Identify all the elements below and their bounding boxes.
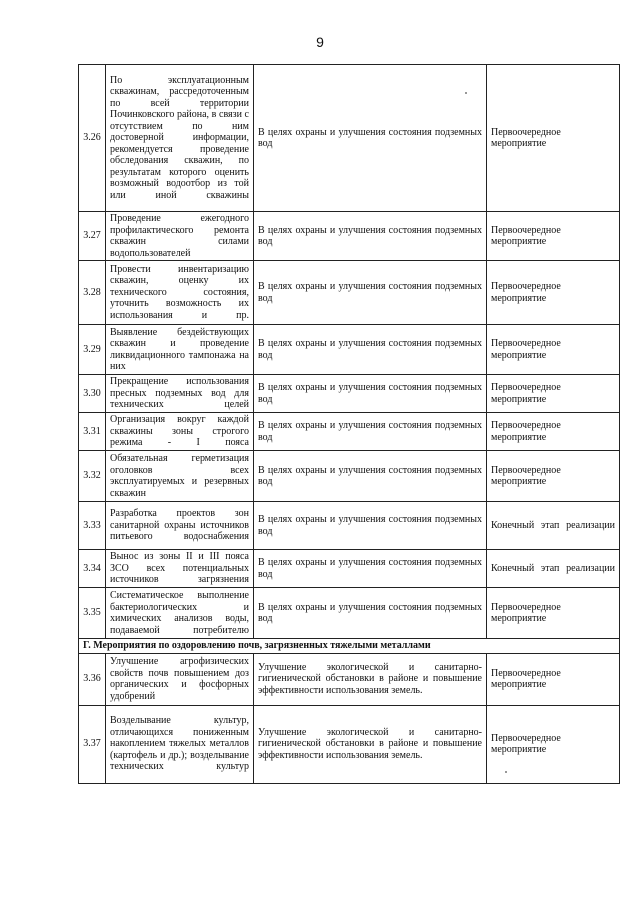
page-number: 9 — [316, 34, 324, 50]
purpose-cell: В целях охраны и улучшения состояния подземных вод — [254, 502, 487, 550]
row-number: 3.32 — [79, 451, 106, 502]
activity-cell: Улучшение агрофизических свойств почв повышением доз органических и фосфорных удобрений — [106, 653, 254, 705]
purpose-cell: В целях охраны и улучшения состояния подземных вод — [254, 212, 487, 261]
row-number: 3.34 — [79, 550, 106, 588]
purpose-cell: Улучшение экологической и санитарно-гигиенической обстановки в районе и повышение эффективности использования земель. — [254, 705, 487, 783]
status-cell: Первоочередное мероприятие — [487, 705, 620, 783]
status-cell: Первоочередное мероприятие — [487, 588, 620, 639]
row-number: 3.35 — [79, 588, 106, 639]
status-cell: Первоочередное мероприятие — [487, 375, 620, 413]
activity-cell: Организация вокруг каждой скважины зоны строгого режима - I пояса — [106, 413, 254, 451]
activity-cell: По эксплуатационным скважинам, рассредоточенным по всей территории Починковского района, в связи с отсутствием по ним достоверной информации, рекомендуется проведение обследования скважин, по результатам которого оценить возможный водоотбор из той или иной скважины — [106, 65, 254, 212]
status-cell: Первоочередное мероприятие — [487, 325, 620, 375]
activity-cell: Выявление бездействующих скважин и проведение ликвидационного тампонажа на них — [106, 325, 254, 375]
activity-cell: Вынос из зоны II и III пояса ЗСО всех потенциальных источников загрязнения — [106, 550, 254, 588]
table-row — [79, 705, 620, 783]
row-number: 3.36 — [79, 653, 106, 705]
activity-cell: Прекращение использования пресных подземных вод для технических целей — [106, 375, 254, 413]
row-number: 3.28 — [79, 261, 106, 325]
status-cell: Первоочередное мероприятие — [487, 212, 620, 261]
table-row — [79, 588, 620, 639]
row-number: 3.26 — [79, 65, 106, 212]
status-cell: Первоочередное мероприятие — [487, 65, 620, 212]
status-cell: Первоочередное мероприятие — [487, 451, 620, 502]
purpose-cell: В целях охраны и улучшения состояния подземных вод — [254, 451, 487, 502]
purpose-cell: В целях охраны и улучшения состояния подземных вод — [254, 550, 487, 588]
activity-cell: Проведение ежегодного профилактического ремонта скважин силами водопользователей — [106, 212, 254, 261]
status-cell: Первоочередное мероприятие — [487, 413, 620, 451]
section-heading: Г. Мероприятия по оздоровлению почв, загрязненных тяжелыми металлами — [79, 639, 620, 654]
purpose-cell: В целях охраны и улучшения состояния подземных вод — [254, 413, 487, 451]
row-number: 3.33 — [79, 502, 106, 550]
table-row — [79, 65, 620, 212]
activity-cell: Возделывание культур, отличающихся пониженным накоплением тяжелых металлов (картофель и др.); возделывание технических культур — [106, 705, 254, 783]
purpose-cell: В целях охраны и улучшения состояния подземных вод — [254, 375, 487, 413]
table-row — [79, 451, 620, 502]
activity-cell: Провести инвентаризацию скважин, оценку их технического состояния, уточнить возможность их использования и пр. — [106, 261, 254, 325]
row-number: 3.31 — [79, 413, 106, 451]
row-number: 3.29 — [79, 325, 106, 375]
activity-cell: Обязательная герметизация оголовков всех эксплуатируемых и резервных скважин — [106, 451, 254, 502]
table-row — [79, 325, 620, 375]
purpose-cell: В целях охраны и улучшения состояния подземных вод — [254, 588, 487, 639]
table-row — [79, 375, 620, 413]
purpose-cell: В целях охраны и улучшения состояния подземных вод — [254, 65, 487, 212]
table-row — [79, 653, 620, 705]
measures-table — [78, 64, 620, 784]
scan-speck — [505, 771, 507, 773]
section-row — [79, 639, 620, 654]
table-row — [79, 413, 620, 451]
purpose-cell: В целях охраны и улучшения состояния подземных вод — [254, 325, 487, 375]
status-cell: Конечный этап реализации — [487, 502, 620, 550]
table-row — [79, 261, 620, 325]
scan-speck — [465, 92, 467, 94]
row-number: 3.30 — [79, 375, 106, 413]
activity-cell: Систематическое выполнение бактериологических и химических анализов воды, подаваемой потребителю — [106, 588, 254, 639]
status-cell: Первоочередное мероприятие — [487, 261, 620, 325]
row-number: 3.27 — [79, 212, 106, 261]
purpose-cell: Улучшение экологической и санитарно-гигиенической обстановки в районе и повышение эффективности использования земель. — [254, 653, 487, 705]
row-number: 3.37 — [79, 705, 106, 783]
table-row — [79, 502, 620, 550]
table-row — [79, 550, 620, 588]
table-row — [79, 212, 620, 261]
status-cell: Первоочередное мероприятие — [487, 653, 620, 705]
activity-cell: Разработка проектов зон санитарной охраны источников питьевого водоснабжения — [106, 502, 254, 550]
status-cell: Конечный этап реализации — [487, 550, 620, 588]
purpose-cell: В целях охраны и улучшения состояния подземных вод — [254, 261, 487, 325]
